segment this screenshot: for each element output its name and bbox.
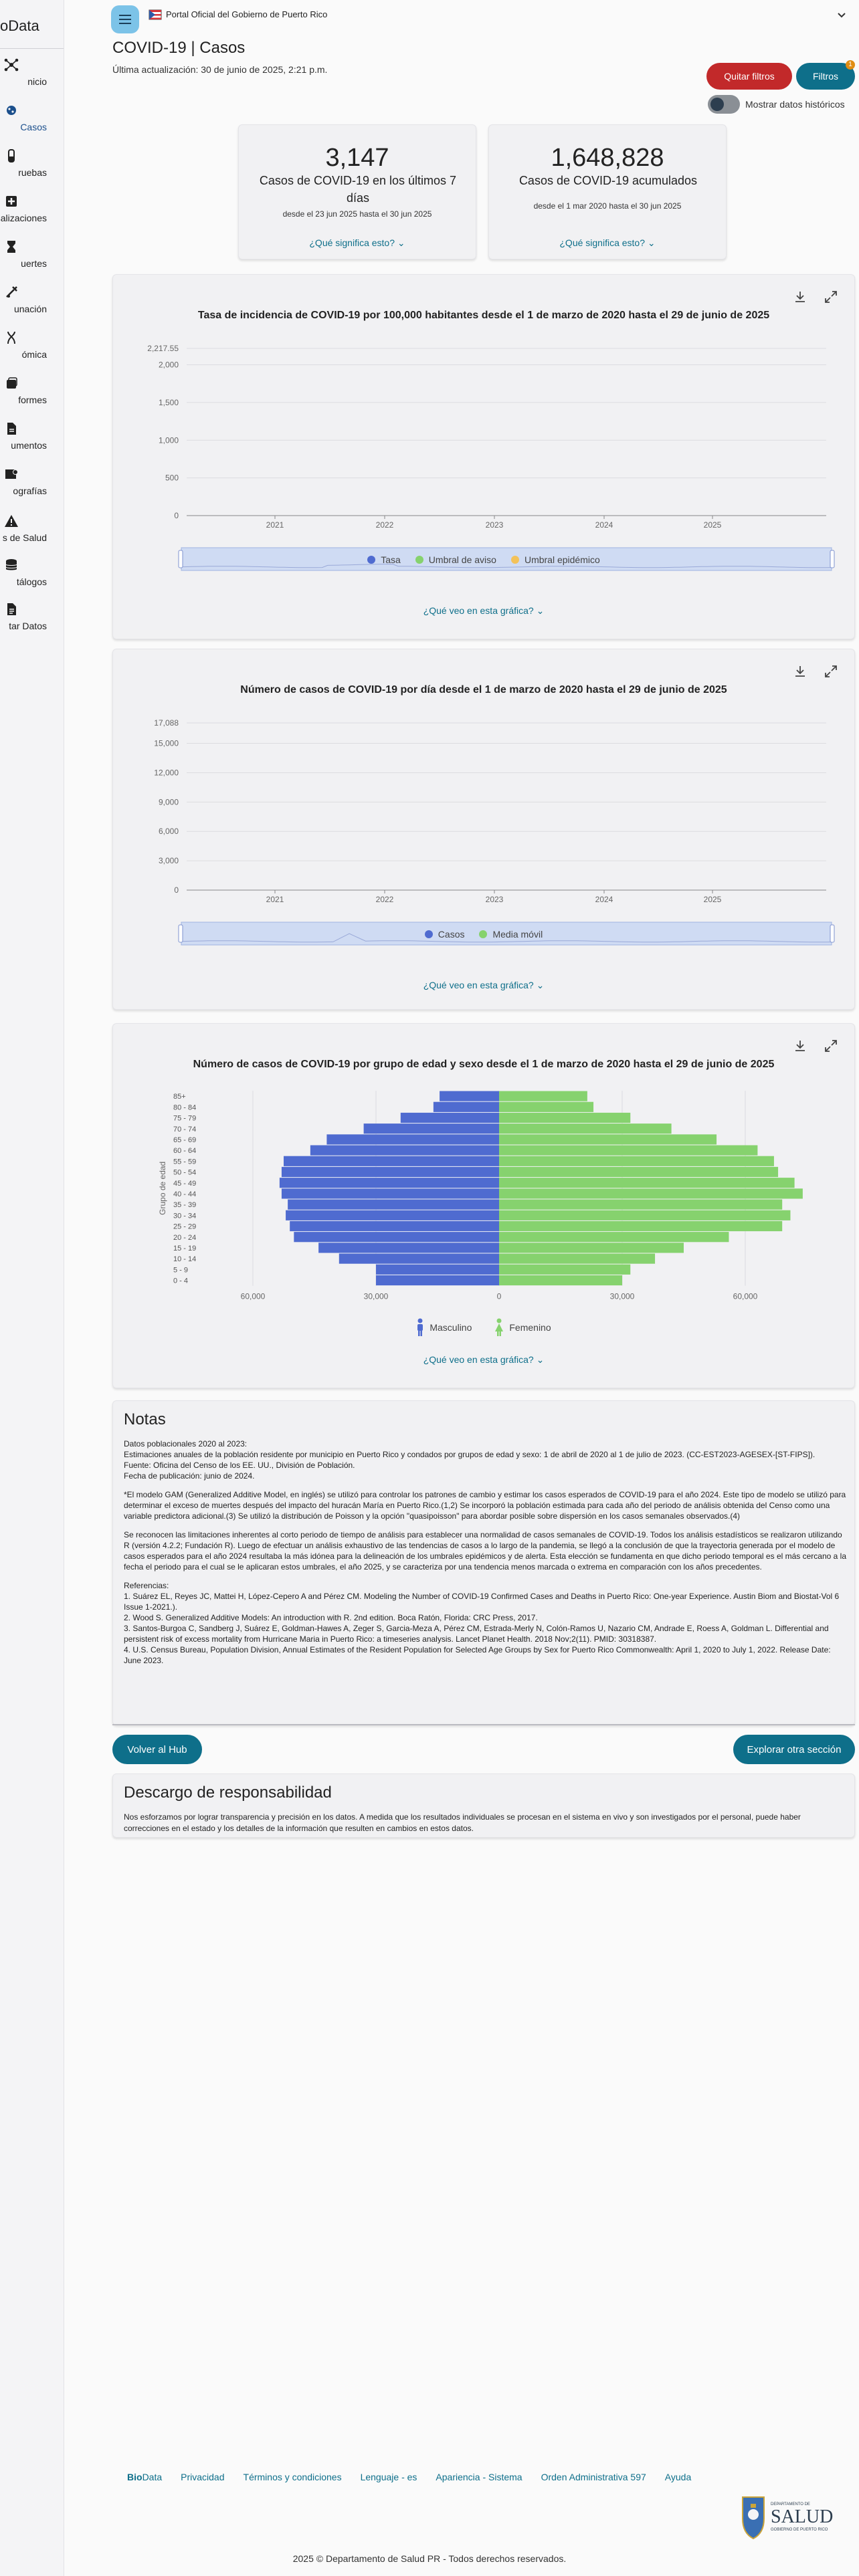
y-tick-label: 50 - 54 [173, 1168, 197, 1177]
x-tick-label: 2022 [375, 520, 394, 530]
bar-masculino [290, 1221, 499, 1231]
y-tick-label: 0 - 4 [173, 1277, 189, 1285]
legend-item-media-movil[interactable]: Media móvil [479, 929, 543, 940]
bar-femenino [499, 1232, 729, 1242]
clear-filters-button[interactable]: Quitar filtros [706, 63, 792, 90]
bar-masculino [282, 1167, 499, 1177]
sidebar-item-ografías[interactable] [0, 467, 64, 507]
gov-portal-label[interactable]: Portal Oficial del Gobierno de Puerto Rico [166, 9, 328, 19]
sidebar-item-uertes[interactable] [0, 239, 64, 280]
bar-femenino [499, 1156, 774, 1166]
legend-item-femenino[interactable]: Femenino [494, 1318, 551, 1337]
chevron-down-icon: ⌄ [536, 605, 545, 616]
footer-link-terms[interactable]: Términos y condiciones [243, 2472, 342, 2482]
bar-femenino [499, 1200, 782, 1210]
y-tick-label: 10 - 14 [173, 1255, 197, 1264]
y-tick-label: 2,217.55 [147, 344, 179, 353]
y-axis-label: Grupo de edad [158, 1161, 167, 1215]
kpi-value: 3,147 [325, 144, 389, 172]
x-tick-label: 2024 [595, 895, 613, 904]
x-tick-label: 30,000 [363, 1291, 389, 1301]
y-tick-label: 85+ [173, 1093, 186, 1101]
historic-data-label: Mostrar datos históricos [745, 99, 845, 110]
historic-data-toggle[interactable] [708, 95, 740, 114]
x-tick-label: 2023 [485, 520, 504, 530]
bar-femenino [499, 1123, 672, 1134]
back-to-hub-button[interactable]: Volver al Hub [112, 1735, 202, 1764]
notes-title: Notas [124, 1410, 166, 1428]
daily-cases-chart-panel [112, 649, 855, 1010]
bar-femenino [499, 1265, 630, 1275]
expand-icon[interactable] [824, 664, 838, 679]
bar-femenino [499, 1210, 790, 1220]
y-tick-label: 1,500 [158, 397, 179, 407]
female-icon [494, 1318, 504, 1337]
section-divider [112, 1724, 855, 1725]
explore-section-button[interactable]: Explorar otra sección [733, 1735, 855, 1764]
warning-icon [4, 514, 19, 528]
notes-paragraph: *El modelo GAM (Generalized Additive Model, en inglés) se utilizó para controlar los patrones de cambio y estimar los casos esperados de COVID-19 para el año 2024. Este tipo de modelo se utilizó para determinar el exceso de muertes después del impacto del huracán María en Puerto Rico.(1,2) Se incorporó la población estimada para cada año del periodo de análisis obtenida del Censo como una variable predictora adicional.(3) Se utilizó la distribución de Poisson y la opción "quasipoisson" para abordar posible sobre dispersión en los casos semanales observados.(4) [124, 1490, 846, 1521]
age-sex-pyramid-chart[interactable] [113, 1077, 856, 1331]
bar-femenino [499, 1188, 803, 1198]
map-icon [4, 467, 19, 481]
bar-masculino [280, 1178, 499, 1188]
sidebar-item-s-de-salud[interactable] [0, 514, 64, 554]
x-tick-label: 60,000 [733, 1291, 758, 1301]
bar-femenino [499, 1134, 717, 1144]
file-icon [4, 602, 19, 617]
notes-body [124, 1438, 846, 1674]
download-icon[interactable] [793, 290, 807, 304]
sidebar-item-label: formes [18, 395, 47, 405]
chevron-down-icon: ⌄ [647, 237, 656, 248]
disclaimer-title: Descargo de responsabilidad [124, 1784, 332, 1802]
bar-masculino [318, 1243, 499, 1253]
notes-paragraph: Datos poblacionales 2020 al 2023: Estimaciones anuales de la población residente por municipio en Puerto Rico y condados por grupos de edad y sexo: 1 de abril de 2020 al 1 de julio de 2023. (CC-EST2023-AGESEX-[ST-FIPS]). Fuente: Oficina del Censo de los EE. UU., División de Población. Fecha de publicación: junio de 2024. [124, 1439, 816, 1481]
x-tick-label: 2025 [703, 895, 722, 904]
y-tick-label: 30 - 34 [173, 1212, 197, 1220]
bar-masculino [401, 1113, 499, 1123]
health-department-logo [736, 2492, 850, 2543]
bar-masculino [434, 1102, 499, 1112]
hub-icon [4, 58, 19, 72]
sidebar-item-label: umentos [11, 440, 47, 451]
y-tick-label: 20 - 24 [173, 1233, 197, 1242]
chart-legend [113, 1318, 854, 1337]
y-tick-label: 15 - 19 [173, 1245, 197, 1253]
bar-masculino [440, 1091, 499, 1101]
sidebar-item-label: nicio [27, 76, 47, 87]
chart-legend [113, 929, 854, 940]
bar-masculino [326, 1134, 499, 1144]
vaccine-icon [4, 285, 19, 300]
kpi-help-link[interactable]: ¿Qué significa esto? ⌄ [559, 237, 656, 248]
chart-title: Tasa de incidencia de COVID-19 por 100,000 habitantes desde el 1 de marzo de 2020 hasta el 29 de junio de 2025 [197, 310, 770, 321]
sidebar-item-label: unación [13, 304, 47, 314]
footer-link-help[interactable]: Ayuda [664, 2472, 692, 2482]
kpi-card-accumulated [488, 124, 727, 259]
bar-femenino [499, 1102, 593, 1112]
sidebar-item-tálogos[interactable] [0, 558, 64, 598]
test-tube-icon [4, 148, 19, 163]
kpi-label: Casos de COVID-19 en los últimos 7 días [259, 174, 457, 205]
bar-femenino [499, 1167, 778, 1177]
document-icon [4, 421, 19, 436]
sidebar-item-label: tálogos [16, 576, 47, 587]
bar-masculino [294, 1232, 499, 1242]
disclaimer-panel [112, 1774, 855, 1838]
bar-femenino [499, 1275, 622, 1285]
x-tick-label: 2024 [595, 520, 613, 530]
reports-icon [4, 376, 19, 391]
y-tick-label: 0 [174, 885, 179, 895]
bar-masculino [339, 1254, 499, 1264]
filters-count-badge: 1 [846, 60, 855, 70]
bar-femenino [499, 1178, 795, 1188]
sidebar-item-label: ruebas [18, 167, 47, 178]
y-tick-label: 65 - 69 [173, 1136, 197, 1144]
kpi-range: desde el 23 jun 2025 hasta el 30 jun 2025 [282, 209, 432, 219]
sidebar-item-casos[interactable] [0, 103, 64, 143]
sidebar-item-label: alizaciones [0, 213, 47, 223]
kpi-range: desde el 1 mar 2020 hasta el 30 jun 2025 [533, 201, 682, 211]
y-tick-label: 55 - 59 [173, 1158, 197, 1166]
expand-icon[interactable] [824, 290, 838, 304]
sidebar-item-tar-datos[interactable] [0, 602, 64, 642]
x-tick-label: 30,000 [609, 1291, 635, 1301]
sidebar-item-label: uertes [21, 258, 47, 269]
y-tick-label: 25 - 29 [173, 1222, 197, 1231]
x-tick-label: 2025 [703, 520, 722, 530]
bar-masculino [364, 1123, 499, 1134]
legend-item-umbral-aviso[interactable]: Umbral de aviso [415, 554, 496, 565]
legend-item-masculino[interactable]: Masculino [416, 1318, 472, 1337]
y-tick-label: 9,000 [158, 797, 179, 807]
x-tick-label: 2022 [375, 895, 394, 904]
bar-femenino [499, 1221, 782, 1231]
sidebar-brand[interactable]: oData [0, 17, 39, 34]
kpi-help-link[interactable]: ¿Qué significa esto? ⌄ [309, 237, 405, 248]
sidebar-item-label: s de Salud [2, 532, 47, 543]
bar-femenino [499, 1113, 630, 1123]
y-tick-label: 12,000 [154, 768, 179, 778]
notes-paragraph: Referencias: 1. Suárez EL, Reyes JC, Mattei H, López-Cepero A and Pérez CM. Modeling the Number of COVID-19 Confirmed Cases and Deaths in Puerto Rico: One-year Experience. Austin Biom and Biostat-Vol 6 Issue 1-2021.). 2. Wood S. Generalized Additive Models: An introduction with R. 2nd edition. Boca Ratón, Florida: CRC Press, 2017. 3. Santos-Burgoa C, Sandberg J, Suárez E, Goldman-Hawes A, Zeger S, Garcia-Meza A, Pérez CM, Estrada-Merly N, Colón-Ramos U, Nazario CM, Andrade E, Roess A, Goldman L. Differential and persistent risk of excess mortality from Hurricane Maria in Puerto Rico: a timeseries analysis. Lancet Planet Health. 2018 Nov;2(11). PMID: 30318387. 4. U.S. Census Bureau, Population Division, Annual Estimates of the Resident Population for Selected Age Groups by Sex for Puerto Rico Commonwealth: April 1, 2020 to July 1, 2022. Release Date: June 2023. [124, 1581, 840, 1665]
kpi-card-last-7-days [238, 124, 476, 259]
y-tick-label: 70 - 74 [173, 1125, 197, 1134]
footer-links [127, 2472, 691, 2482]
x-tick-label: 60,000 [240, 1291, 266, 1301]
svg-text:DEPARTAMENTO DE: DEPARTAMENTO DE [771, 2502, 810, 2506]
kpi-value: 1,648,828 [551, 144, 664, 172]
bar-femenino [499, 1146, 757, 1156]
bar-femenino [499, 1243, 684, 1253]
kpi-label: Casos de COVID-19 acumulados [518, 174, 698, 187]
chart-title: Número de casos de COVID-19 por día desde el 1 de marzo de 2020 hasta el 29 de junio de 2025 [240, 684, 727, 695]
sidebar-divider [0, 48, 64, 49]
sidebar-item-label: tar Datos [9, 621, 47, 631]
x-tick-label: 2021 [266, 520, 284, 530]
incidence-rate-chart-panel [112, 274, 855, 639]
bar-masculino [376, 1275, 499, 1285]
footer-link-privacy[interactable]: Privacidad [181, 2472, 225, 2482]
chart-help-link[interactable]: ¿Qué veo en esta gráfica? ⌄ [423, 980, 545, 990]
bar-masculino [284, 1156, 499, 1166]
legend-item-tasa[interactable]: Tasa [367, 554, 401, 565]
y-tick-label: 0 [174, 511, 179, 520]
sidebar-item-unación[interactable] [0, 285, 64, 325]
virus-icon [4, 103, 19, 118]
sidebar-item-formes[interactable] [0, 376, 64, 416]
footer-brand[interactable]: BioData [127, 2472, 163, 2482]
puerto-rico-flag-icon [149, 8, 162, 21]
y-tick-label: 5 - 9 [173, 1266, 189, 1275]
notes-paragraph: Se reconocen las limitaciones inherentes al corto periodo de tiempo de análisis para establecer una normalidad de casos semanales de COVID-19. Todos los análisis estadísticos se realizaron utilizando R (versión 4.2.2; Fundación R). Luego de efectuar un análisis exhaustivo de las tendencias de casos a lo largo de la pandemia, se llegó a la conclusión de que la trayectoria generada por el modelo de casos esperados para el año 2024 resultaba la más idónea para la delineación de los umbrales epidémicos y de alerta. Esta elección se fundamenta en que dicho periodo temporal es el más cercano a la fecha el periodo para el cual se le aplicaran estos umbrales, el año 2025, y se caracteriza por una tendencia menos marcada o extrema en comparación con los años precedentes. [124, 1530, 846, 1572]
y-tick-label: 40 - 44 [173, 1190, 197, 1198]
bar-masculino [376, 1265, 499, 1275]
footer-link-language[interactable]: Lenguaje - es [360, 2472, 417, 2482]
bar-masculino [310, 1146, 499, 1156]
download-icon[interactable] [793, 1039, 807, 1053]
y-tick-label: 80 - 84 [173, 1103, 197, 1112]
sidebar-item-label: ómica [21, 349, 47, 360]
expand-icon[interactable] [824, 1039, 838, 1053]
disclaimer-text: Nos esforzamos por lograr transparencia y precisión en los datos. A medida que los resultados individuales se procesan en el sistema en vivo y son investigados por el personal, puede haber correcciones en el estado y los detalles de la información que resulten en cambios en estos datos. [124, 1812, 801, 1833]
chevron-down-icon: ⌄ [397, 237, 405, 248]
hospital-icon [4, 194, 19, 209]
page-title: COVID-19 | Casos [112, 39, 246, 57]
bar-masculino [286, 1210, 499, 1220]
last-updated: Última actualización: 30 de junio de 2025, 2:21 p.m. [112, 64, 328, 75]
bar-femenino [499, 1091, 587, 1101]
y-tick-label: 3,000 [158, 856, 179, 866]
bar-masculino [288, 1200, 499, 1210]
y-tick-label: 500 [165, 473, 179, 483]
y-tick-label: 35 - 39 [173, 1201, 197, 1210]
age-sex-chart-panel [112, 1023, 855, 1388]
chart-legend [113, 554, 854, 565]
y-tick-label: 6,000 [158, 827, 179, 837]
y-tick-label: 75 - 79 [173, 1114, 197, 1123]
x-tick-label: 2023 [485, 895, 504, 904]
footer-link-order[interactable]: Orden Administrativa 597 [541, 2472, 646, 2482]
x-tick-label: 2021 [266, 895, 284, 904]
hamburger-icon [118, 14, 132, 25]
svg-text:SALUD: SALUD [771, 2506, 834, 2527]
sidebar [0, 0, 64, 2576]
bar-femenino [499, 1254, 655, 1264]
bar-masculino [282, 1188, 499, 1198]
y-tick-label: 45 - 49 [173, 1179, 197, 1188]
download-icon[interactable] [793, 664, 807, 679]
y-tick-label: 60 - 64 [173, 1147, 197, 1156]
notes-panel [112, 1400, 855, 1725]
chart-title: Número de casos de COVID-19 por grupo de edad y sexo desde el 1 de marzo de 2020 hasta el 29 de junio de 2025 [193, 1059, 775, 1070]
database-icon [4, 558, 19, 572]
chevron-down-icon: ⌄ [536, 980, 545, 990]
male-icon [416, 1318, 424, 1337]
hourglass-icon [4, 239, 19, 254]
chevron-down-icon: ⌄ [536, 1354, 545, 1365]
y-tick-label: 17,088 [154, 718, 179, 728]
sidebar-item-ómica[interactable] [0, 330, 64, 370]
legend-item-casos[interactable]: Casos [425, 929, 465, 940]
sidebar-item-label: ografías [13, 486, 47, 496]
x-tick-label: 0 [496, 1291, 502, 1301]
toggle-knob [710, 98, 724, 111]
sidebar-item-alizaciones[interactable] [0, 194, 64, 234]
sidebar-item-label: Casos [20, 122, 47, 132]
copyright: 2025 © Departamento de Salud PR - Todos derechos reservados. [292, 2553, 567, 2564]
sidebar-item-ruebas[interactable] [0, 148, 64, 189]
y-tick-label: 2,000 [158, 360, 179, 370]
sidebar-item-umentos[interactable] [0, 421, 64, 461]
svg-text:GOBIERNO DE PUERTO RICO: GOBIERNO DE PUERTO RICO [771, 2528, 828, 2532]
filters-button[interactable]: Filtros [796, 63, 855, 90]
legend-item-umbral-epidemico[interactable]: Umbral epidémico [511, 554, 600, 565]
menu-button[interactable] [111, 5, 139, 33]
sidebar-item-nicio[interactable] [0, 58, 64, 98]
dna-icon [4, 330, 19, 345]
chart-help-link[interactable]: ¿Qué veo en esta gráfica? ⌄ [423, 1354, 545, 1365]
y-tick-label: 1,000 [158, 435, 179, 445]
footer-link-appearance[interactable]: Apariencia - Sistema [436, 2472, 522, 2482]
chart-help-link[interactable]: ¿Qué veo en esta gráfica? ⌄ [423, 605, 545, 616]
chevron-down-icon[interactable] [836, 9, 847, 20]
y-tick-label: 15,000 [154, 738, 179, 748]
